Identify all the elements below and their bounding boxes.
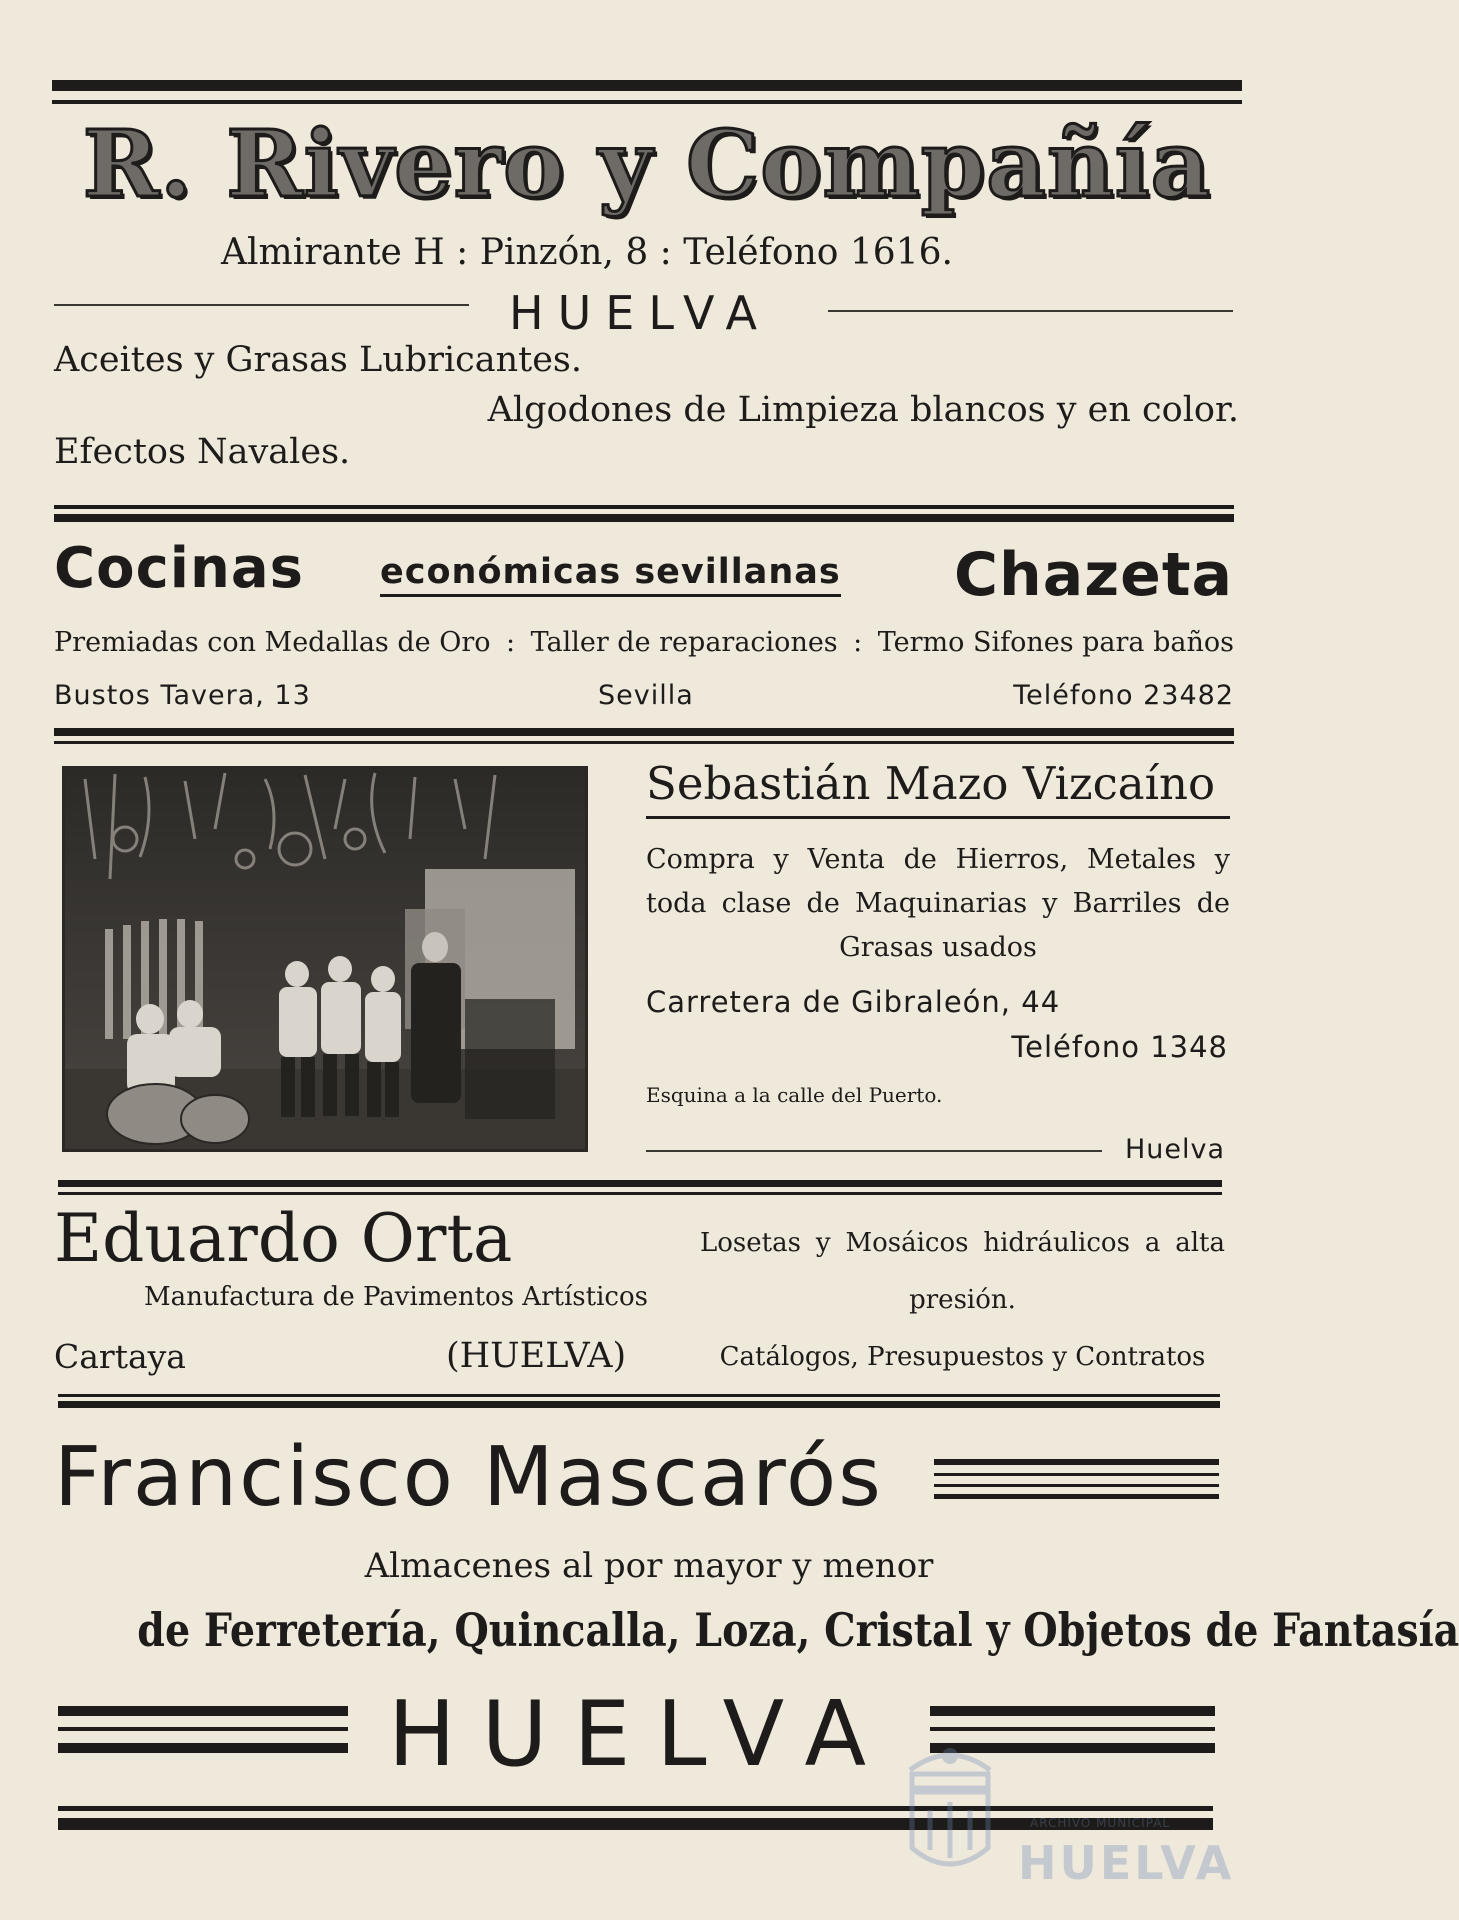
watermark-small-text: ARCHIVO MUNICIPAL <box>1030 1816 1171 1830</box>
mazo-description: Compra y Venta de Hierros, Metales y toda clase de Maquinarias y Barriles de Grasas usados <box>646 844 1230 963</box>
rivero-product-oils: Aceites y Grasas Lubricantes. <box>54 340 583 380</box>
divider-4-thick <box>58 1401 1220 1408</box>
mazo-city-rule <box>646 1150 1102 1152</box>
cocinas-address: Bustos Tavera, 13 <box>54 680 311 711</box>
mascaros-name: Francisco Mascarós <box>54 1430 883 1525</box>
archive-watermark <box>890 1730 1270 1890</box>
mazo-road: Carretera de Gibraleón, 44 <box>646 985 1061 1019</box>
cocinas-word: Cocinas <box>54 536 304 601</box>
huelva-rule-left-2 <box>58 1727 348 1731</box>
mazo-corner: Esquina a la calle del Puerto. <box>646 1083 943 1107</box>
orta-name: Eduardo Orta <box>54 1200 513 1277</box>
divider-3-thick <box>58 1180 1222 1187</box>
mazo-phone: Teléfono 1348 <box>1011 1030 1228 1064</box>
city-rule-right <box>828 310 1233 312</box>
rivero-product-cotton: Algodones de Limpieza blancos y en color. <box>487 390 1239 430</box>
divider-2-thick <box>54 728 1234 736</box>
cocinas-phone: Teléfono 23482 <box>1013 680 1234 711</box>
mazo-name: Sebastián Mazo Vizcaíno <box>646 757 1230 819</box>
rivero-city: HUELVA <box>509 286 771 340</box>
mascaros-rule-3 <box>934 1484 1219 1487</box>
coat-of-arms-icon <box>890 1730 1010 1890</box>
cocinas-subtitle: económicas sevillanas <box>380 552 841 597</box>
orta-province: (HUELVA) <box>446 1336 627 1376</box>
mascaros-rule-2 <box>934 1473 1219 1476</box>
divider-2-thin <box>54 741 1234 744</box>
rivero-product-naval: Efectos Navales. <box>54 432 351 472</box>
top-rule-thick <box>52 80 1242 91</box>
divider-4-thin <box>58 1394 1220 1397</box>
orta-documents: Catálogos, Presupuestos y Contratos <box>719 1342 1206 1372</box>
mazo-city: Huelva <box>1124 1134 1225 1165</box>
workshop-photo <box>62 766 588 1152</box>
divider-1-thin <box>54 505 1234 509</box>
watermark-text: HUELVA <box>1018 1836 1235 1890</box>
orta-subtitle: Manufactura de Pavimentos Artísticos <box>144 1282 648 1312</box>
rivero-address: Almirante H : Pinzón, 8 : Teléfono 1616. <box>221 232 953 273</box>
cocinas-brand: Chazeta <box>953 540 1233 610</box>
cocinas-feature-medals: Premiadas con Medallas de Oro <box>54 627 491 658</box>
huelva-rule-right-1 <box>930 1706 1215 1716</box>
mascaros-rule-4 <box>934 1494 1219 1499</box>
orta-services-block <box>700 1215 1225 1386</box>
orta-town: Cartaya <box>54 1337 186 1376</box>
orta-services: Losetas y Mosáicos hidráulicos a alta presión. <box>700 1228 1225 1315</box>
mascaros-goods: de Ferretería, Quincalla, Loza, Cristal y Objetos de Fantasía <box>137 1603 1459 1657</box>
rivero-title: R. Rivero y Compañía <box>82 110 1212 218</box>
huelva-rule-left-3 <box>58 1743 348 1753</box>
divider-1-thick <box>54 514 1234 522</box>
cocinas-feature-workshop: Taller de reparaciones <box>530 627 838 658</box>
mascaros-subtitle: Almacenes al por mayor y menor <box>364 1546 934 1586</box>
cocinas-city: Sevilla <box>598 680 694 711</box>
mascaros-city: HUELVA <box>387 1682 893 1787</box>
top-rule-thin <box>52 100 1242 104</box>
cocinas-feature-sep: : <box>505 627 516 658</box>
mascaros-rule-1 <box>934 1459 1219 1465</box>
cocinas-feature-thermo: Termo Sifones para baños <box>877 627 1234 658</box>
huelva-rule-left-1 <box>58 1706 348 1716</box>
divider-3-thin <box>58 1192 1222 1195</box>
cocinas-features <box>54 627 1234 658</box>
workshop-photo-image <box>65 769 585 1149</box>
cocinas-feature-sep: : <box>853 627 863 658</box>
city-rule-left <box>54 304 469 306</box>
